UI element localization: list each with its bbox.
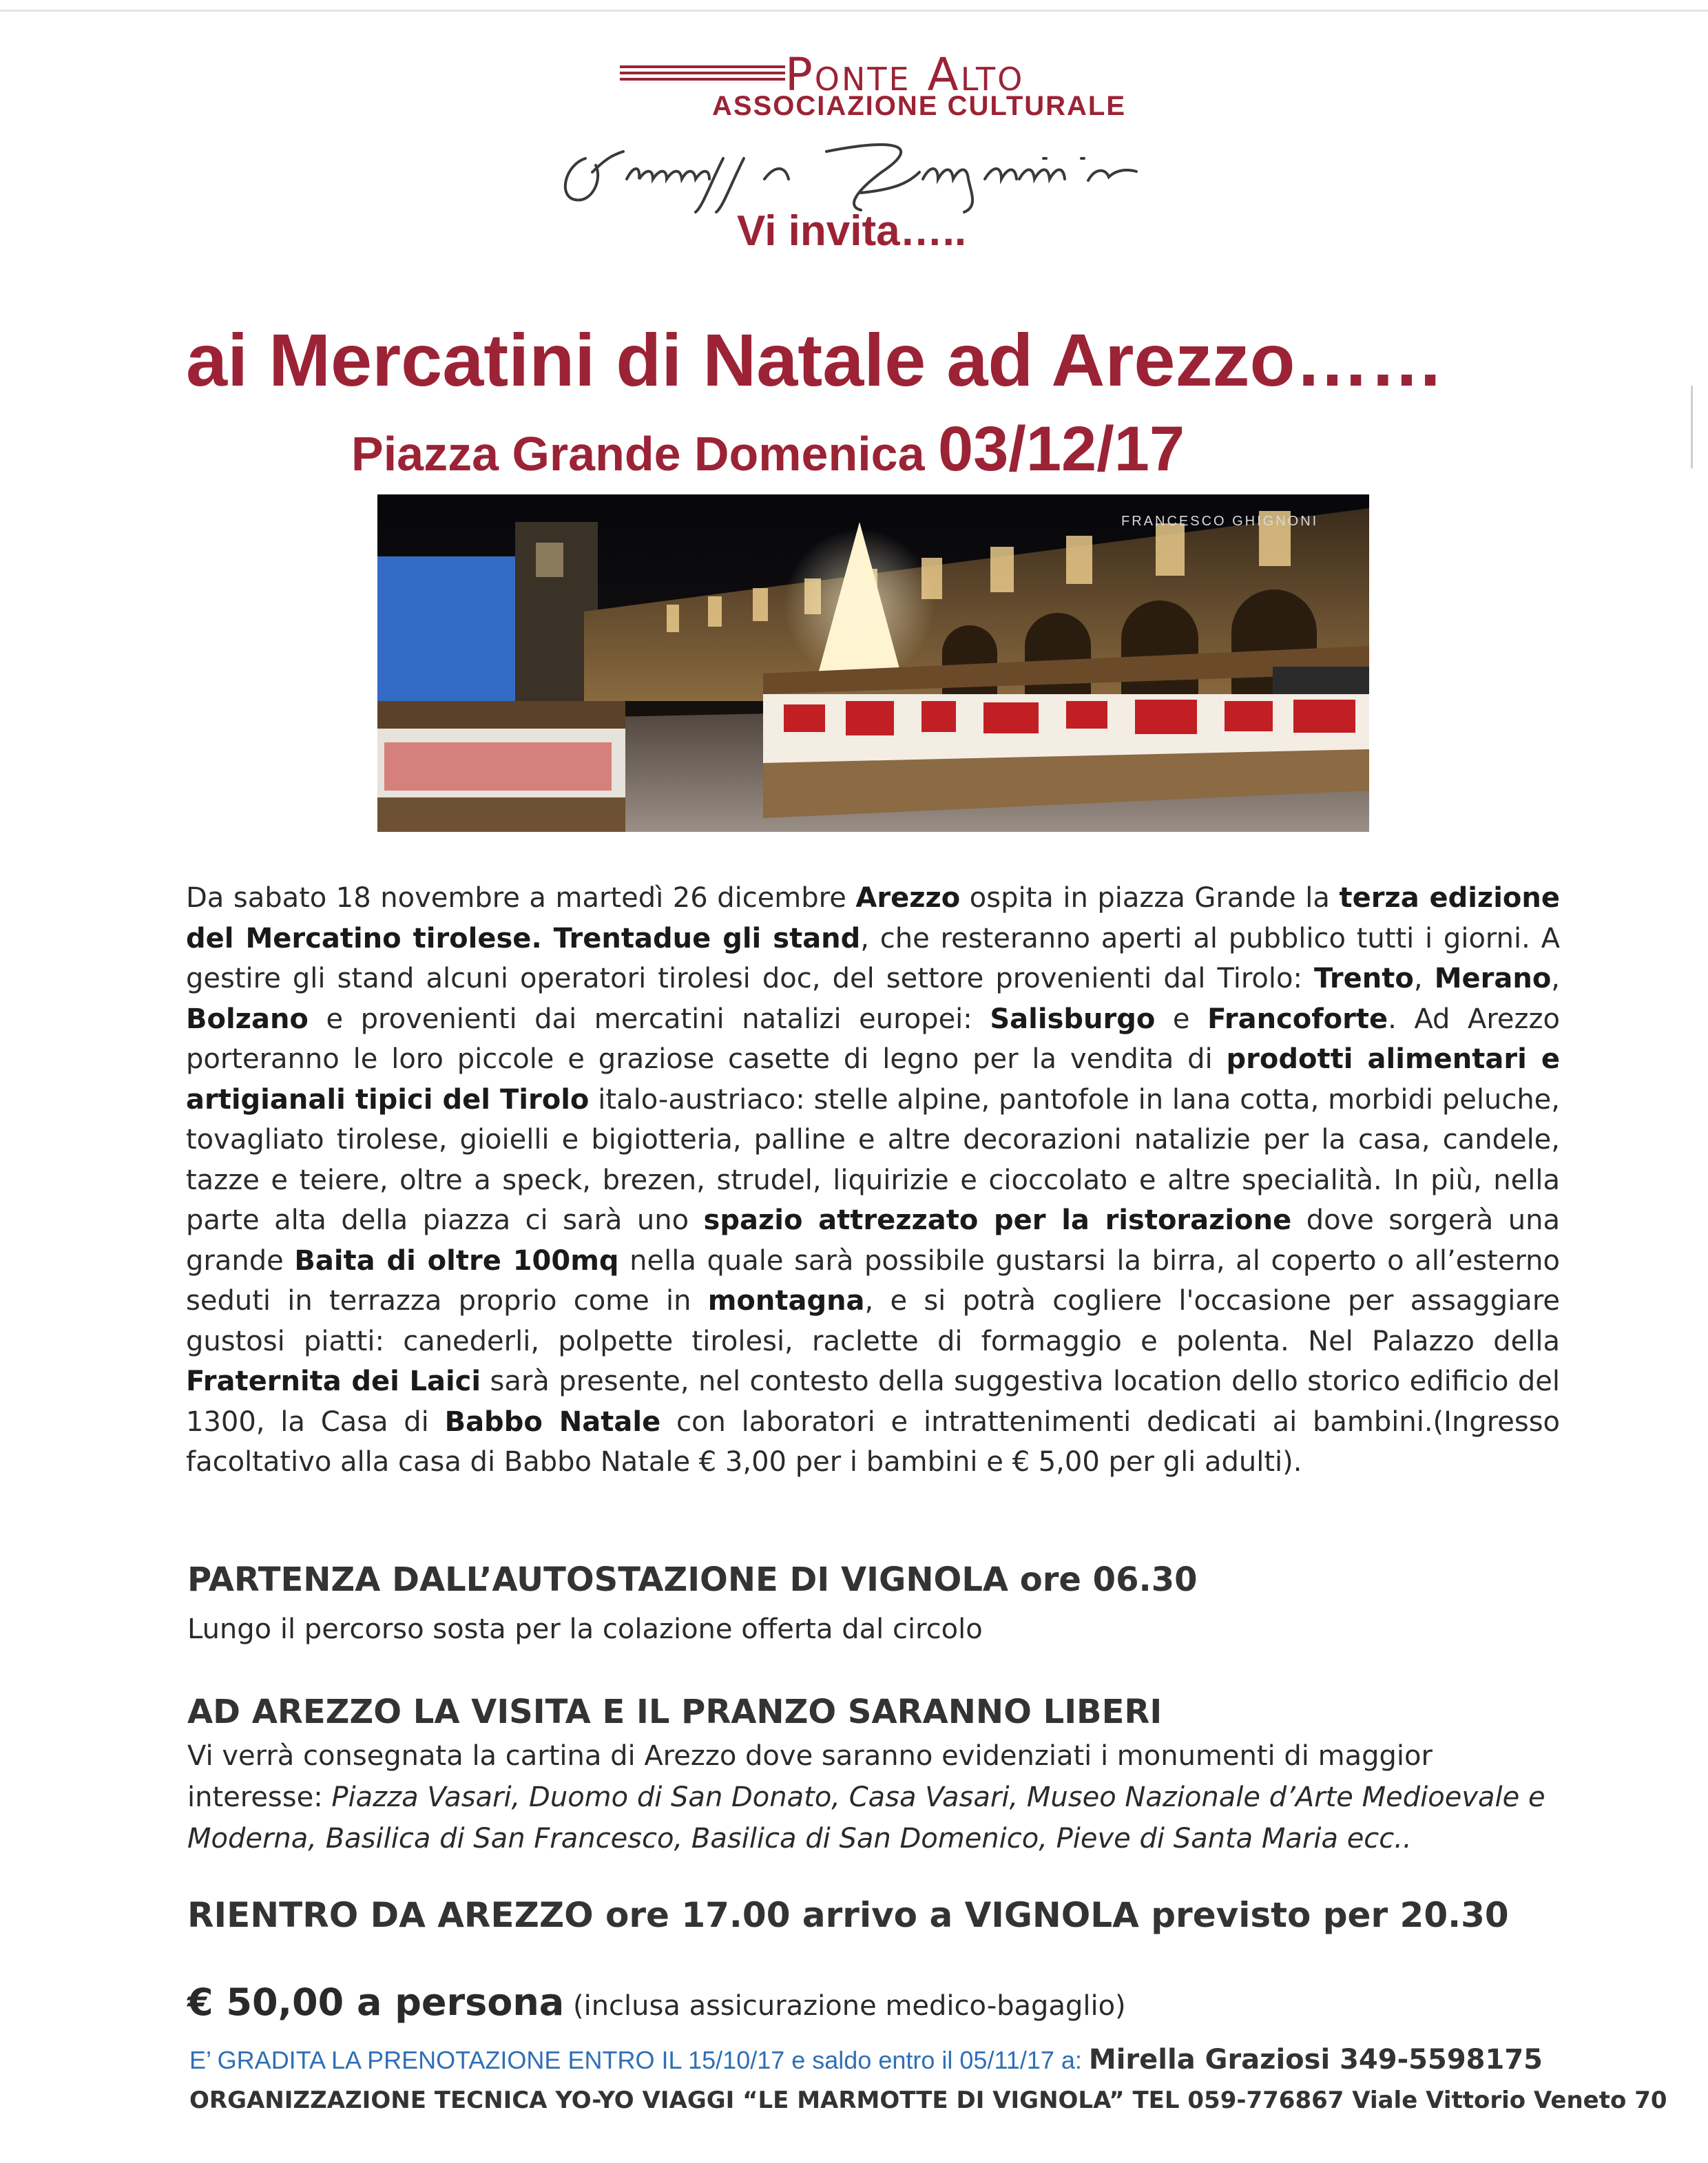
market-photo [377, 494, 1369, 832]
departure-note: Lungo il percorso sosta per la colazione offerta dal circolo [187, 1613, 983, 1645]
signature-image [537, 131, 1198, 213]
return-heading: RIENTRO DA AREZZO ore 17.00 arrivo a VIGNOLA previsto per 20.30 [187, 1895, 1509, 1935]
scan-border [0, 10, 1708, 12]
event-title: ai Mercatini di Natale ad Arezzo…… [186, 318, 1444, 401]
visit-heading: AD AREZZO LA VISITA E IL PRANZO SARANNO LIBERI [187, 1693, 1163, 1731]
market-photo-illustration [377, 494, 1369, 832]
booking-text: E’ GRADITA LA PRENOTAZIONE ENTRO IL 15/10/17 e saldo entro il 05/11/17 a: [189, 2046, 1089, 2074]
booking-line [189, 2044, 1567, 2076]
monuments-list: Piazza Vasari, Duomo di San Donato, Casa Vasari, Museo Nazionale d’Arte Medioevale e Moderna, Basilica di San Francesco, Basilica di San Domenico, Pieve di Santa Maria ecc.. [187, 1781, 1545, 1854]
logo-title: Ponte Alto [785, 48, 1025, 101]
price-amount: € 50,00 a persona [187, 1981, 565, 2024]
event-subtitle [351, 413, 1453, 485]
event-description: Da sabato 18 novembre a martedì 26 dicembre Arezzo ospita in piazza Grande la terza edizione del Mercatino tirolese. Trentadue gli stand, che resteranno aperti al pubblico tutti i giorni. A gestire gli stand alcuni operatori tirolesi doc, del settore provenienti dal Tirolo: Trento, Merano, Bolzano e provenienti dai mercatini natalizi europei: Salisburgo e Francoforte. Ad Arezzo porteranno le loro piccole e graziose casette di legno per la vendita di prodotti alimentari e artigianali tipici del Tirolo italo-austriaco: stelle alpine, pantofole in lana cotta, morbidi peluche, tovagliato tirolese, gioielli e bigiotteria, palline e altre decorazioni natalizie per la casa, candele, tazze e teiere, oltre a speck, brezen, strudel, liquirizie e cioccolato e altre specialità. In più, nella parte alta della piazza ci sarà uno spazio attrezzato per la ristorazione dove sorgerà una grande Baita di oltre 100mq nella quale sarà possibile gustarsi la birra, al coperto o all’esterno seduti in terrazza proprio come in montagna, e si potrà cogliere l'occasione per assaggiare gustosi piatti: canederli, polpette tirolesi, raclette di formaggio e polenta. Nel Palazzo della Fraternita dei Laici sarà presente, nel contesto della suggestiva location dello storico edificio del 1300, la Casa di Babbo Natale con laboratori e intrattenimenti dedicati ai bambini.(Ingresso facoltativo alla casa di Babbo Natale € 3,00 per i bambini e € 5,00 per gli adulti). [186, 882, 1561, 1478]
price-line [187, 1982, 1558, 2027]
departure-heading: PARTENZA DALL’AUTOSTAZIONE DI VIGNOLA ore 06.30 [187, 1560, 1198, 1599]
logo-subtitle: ASSOCIAZIONE CULTURALE [712, 91, 1127, 121]
price-note: (inclusa assicurazione medico-bagaglio) [564, 1990, 1126, 2022]
organizer-line: ORGANIZZAZIONE TECNICA YO-YO VIAGGI “LE MARMOTTE DI VIGNOLA” TEL 059-776867 Viale Vittorio Veneto 70 [189, 2087, 1667, 2114]
logo-lines [620, 65, 785, 93]
booking-contact: Mirella Graziosi 349-5598175 [1088, 2044, 1543, 2076]
event-date: 03/12/17 [937, 414, 1185, 484]
invite-text: Vi invita….. [737, 207, 967, 255]
visit-description: Vi verrà consegnata la cartina di Arezzo dove saranno evidenziati i monumenti di maggior interesse: Piazza Vasari, Duomo di San Donato, Casa Vasari, Museo Nazionale d’Arte Medioevale e Moderna, Basilica di San Francesco, Basilica di San Domenico, Pieve di Santa Maria ecc.. [187, 1740, 1545, 1854]
scan-edge [1691, 386, 1693, 468]
event-place: Piazza Grande Domenica [351, 427, 938, 481]
photo-credit: FRANCESCO GHIGNONI [1121, 514, 1319, 529]
